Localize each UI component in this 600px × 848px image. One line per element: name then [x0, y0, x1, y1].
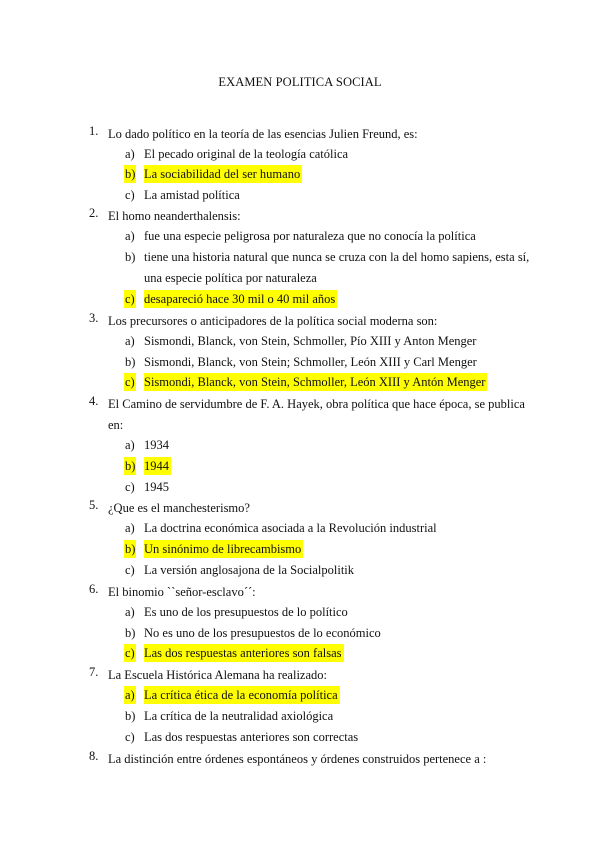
option-1c [0, 186, 600, 204]
option-1a [0, 145, 600, 163]
option-2b-continuation [0, 269, 600, 287]
option-5a [0, 519, 600, 537]
question-text: El homo neanderthalensis: [108, 209, 241, 223]
option-letter: b) [125, 459, 136, 473]
option-5c [0, 561, 600, 579]
option-letter: c) [125, 375, 135, 389]
option-letter: b) [125, 355, 136, 369]
option-letter: c) [125, 292, 135, 306]
option-text: Las dos respuestas anteriores son falsas [144, 646, 342, 660]
option-text: Un sinónimo de librecambismo [144, 542, 302, 556]
question-number: 5. [89, 498, 99, 512]
question-text: Los precursores o anticipadores de la política social moderna son: [108, 314, 438, 328]
question-number: 3. [89, 311, 99, 325]
question-text: Lo dado político en la teoría de las esencias Julien Freund, es: [108, 127, 418, 141]
option-text: 1944 [144, 459, 169, 473]
option-4c [0, 478, 600, 496]
option-text: La sociabilidad del ser humano [144, 167, 301, 181]
page-title: EXAMEN POLITICA SOCIAL [218, 75, 382, 89]
option-letter: a) [125, 438, 135, 452]
option-letter: a) [125, 688, 135, 702]
option-text: Es uno de los presupuestos de lo político [144, 605, 348, 619]
question-text: La distinción entre órdenes espontáneos y órdenes construidos pertenece a : [108, 752, 487, 766]
option-text: 1945 [144, 480, 169, 494]
option-4b-correct [0, 457, 600, 475]
option-1b-correct [0, 165, 600, 183]
option-7a-correct [0, 686, 600, 704]
question-number: 2. [89, 206, 99, 220]
option-text: Las dos respuestas anteriores son correctas [144, 730, 359, 744]
question-number: 6. [89, 582, 99, 596]
option-5b-correct [0, 540, 600, 558]
option-text: Sismondi, Blanck, von Stein, Schmoller, León XIII y Antón Menger [144, 375, 486, 389]
option-text: La versión anglosajona de la Socialpolitik [144, 563, 355, 577]
question-text: El binomio ``señor-esclavo´´: [108, 585, 256, 599]
option-text: tiene una historia natural que nunca se cruza con la del homo sapiens, esta sí, [144, 250, 530, 264]
option-3a [0, 332, 600, 350]
question-text-continuation: en: [108, 418, 124, 432]
option-text: 1934 [144, 438, 169, 452]
option-6b [0, 624, 600, 642]
option-4a [0, 436, 600, 454]
option-text: La doctrina económica asociada a la Revolución industrial [144, 521, 437, 535]
option-2b [0, 248, 600, 266]
option-letter: b) [125, 542, 136, 556]
option-3c-correct [0, 373, 600, 391]
question-number: 4. [89, 394, 99, 408]
option-3b [0, 353, 600, 371]
option-7b [0, 707, 600, 725]
option-2c-correct [0, 290, 600, 308]
question-text: La Escuela Histórica Alemana ha realizado: [108, 668, 327, 682]
option-text: Sismondi, Blanck, von Stein, Schmoller, Pío XIII y Anton Menger [144, 334, 477, 348]
option-letter: a) [125, 334, 135, 348]
option-text: La crítica de la neutralidad axiológica [144, 709, 334, 723]
option-text: fue una especie peligrosa por naturaleza que no conocía la política [144, 229, 476, 243]
question-number: 7. [89, 665, 99, 679]
option-7c [0, 728, 600, 746]
option-text: No es uno de los presupuestos de lo económico [144, 626, 381, 640]
option-6c-correct [0, 644, 600, 662]
option-letter: c) [125, 563, 135, 577]
option-text-continuation: una especie política por naturaleza [144, 271, 317, 285]
option-text: La amistad política [144, 188, 240, 202]
option-text: La crítica ética de la economía política [144, 688, 338, 702]
option-letter: b) [125, 626, 136, 640]
option-letter: a) [125, 229, 135, 243]
option-letter: a) [125, 521, 135, 535]
option-letter: b) [125, 167, 136, 181]
option-letter: c) [125, 646, 135, 660]
question-text: El Camino de servidumbre de F. A. Hayek, obra política que hace época, se publica [108, 397, 525, 411]
option-letter: c) [125, 188, 135, 202]
question-text: ¿Que es el manchesterismo? [108, 501, 250, 515]
option-text: El pecado original de la teología católica [144, 147, 349, 161]
option-letter: b) [125, 250, 136, 264]
option-letter: b) [125, 709, 136, 723]
option-letter: c) [125, 730, 135, 744]
option-letter: a) [125, 605, 135, 619]
option-letter: c) [125, 480, 135, 494]
option-2a [0, 227, 600, 245]
option-text: Sismondi, Blanck, von Stein; Schmoller, León XIII y Carl Menger [144, 355, 477, 369]
option-letter: a) [125, 147, 135, 161]
question-number: 8. [89, 749, 99, 763]
option-text: desapareció hace 30 mil o 40 mil años [144, 292, 336, 306]
question-number: 1. [89, 124, 99, 138]
option-6a [0, 603, 600, 621]
